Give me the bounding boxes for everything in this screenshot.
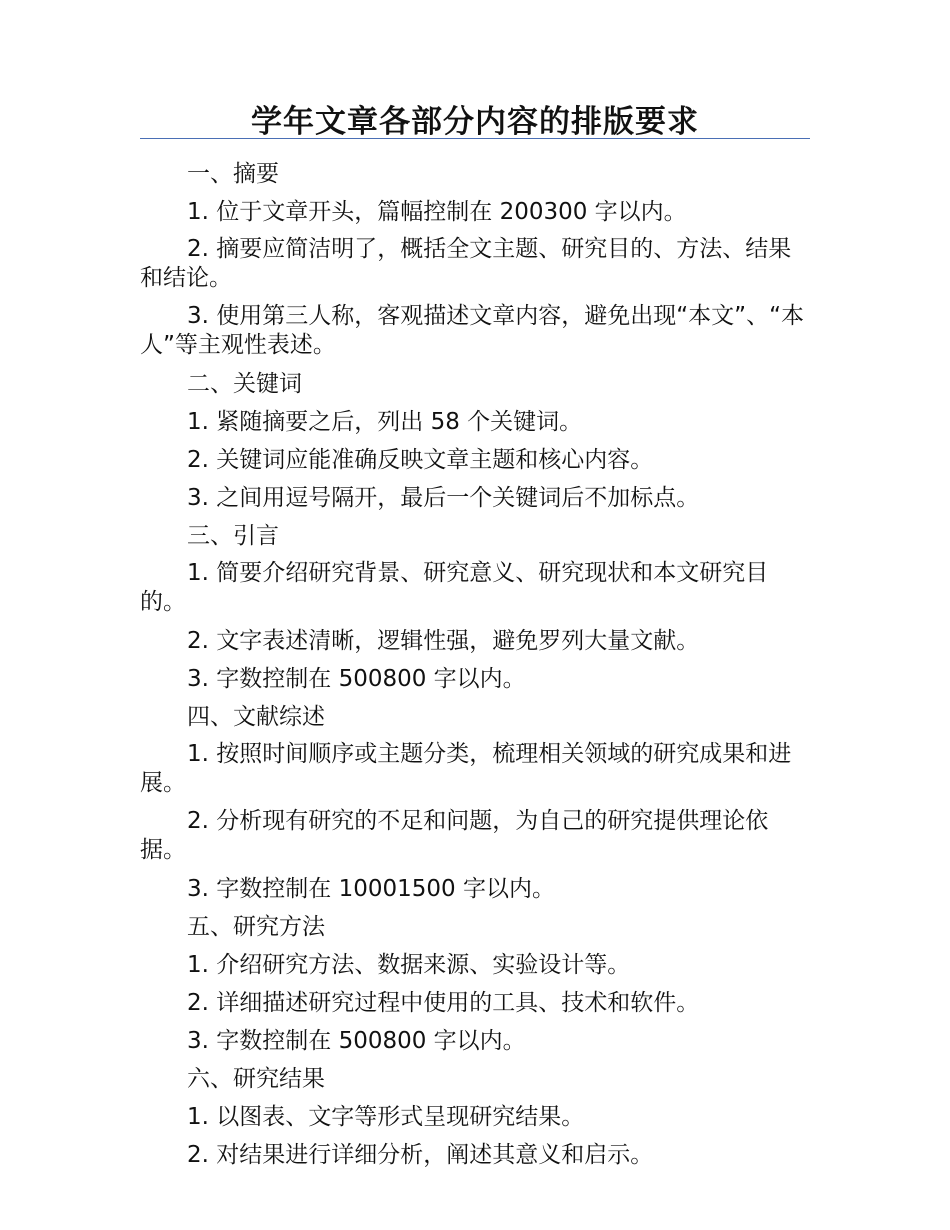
list-item: 3. 之间用逗号隔开，最后一个关键词后不加标点。 [187,485,700,511]
document-title: 学年文章各部分内容的排版要求 [251,104,699,140]
list-item: 3. 字数控制在 10001500 字以内。 [187,876,555,902]
section-heading-introduction: 三、引言 [187,523,279,549]
list-item: 1. 按照时间顺序或主题分类，梳理相关领域的研究成果和进展。 [140,741,792,796]
list-item: 2. 摘要应简洁明了，概括全文主题、研究目的、方法、结果和结论。 [140,236,792,291]
title-underline [140,138,810,139]
list-item: 1. 介绍研究方法、数据来源、实验设计等。 [187,952,631,978]
list-item: 2. 详细描述研究过程中使用的工具、技术和软件。 [187,990,700,1016]
list-item: 1. 位于文章开头，篇幅控制在 200300 字以内。 [187,199,687,225]
section-heading-results: 六、研究结果 [187,1066,325,1092]
list-item: 2. 关键词应能准确反映文章主题和核心内容。 [187,447,654,473]
document-body [140,155,810,1174]
section-heading-methods: 五、研究方法 [187,914,325,940]
list-item: 2. 分析现有研究的不足和问题，为自己的研究提供理论依据。 [140,808,769,863]
list-item: 3. 字数控制在 500800 字以内。 [187,666,526,692]
list-item: 1. 以图表、文字等形式呈现研究结果。 [187,1104,585,1130]
list-item: 1. 简要介绍研究背景、研究意义、研究现状和本文研究目的。 [140,560,769,615]
section-heading-abstract: 一、摘要 [187,161,279,187]
list-item: 1. 紧随摘要之后，列出 58 个关键词。 [187,409,583,435]
section-heading-keywords: 二、关键词 [187,371,302,397]
list-item: 2. 对结果进行详细分析，阐述其意义和启示。 [187,1142,654,1168]
list-item: 2. 文字表述清晰，逻辑性强，避免罗列大量文献。 [187,628,700,654]
section-heading-literature-review: 四、文献综述 [187,704,325,730]
list-item: 3. 字数控制在 500800 字以内。 [187,1028,526,1054]
list-item: 3. 使用第三人称，客观描述文章内容，避免出现“本文”、“本人”等主观性表述。 [140,303,805,358]
